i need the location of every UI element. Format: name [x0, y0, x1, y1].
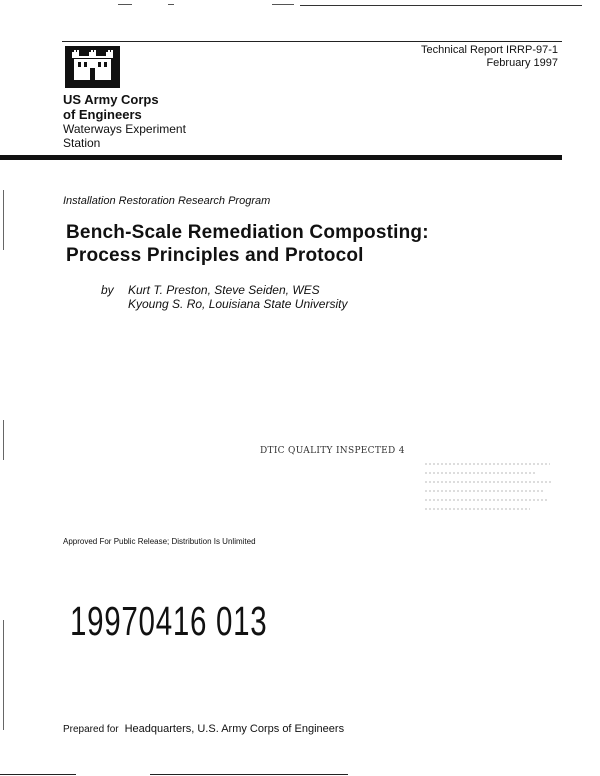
scan-mark — [118, 4, 132, 5]
org-name-line1: US Army Corps — [63, 92, 159, 107]
scan-edge — [3, 190, 4, 250]
corps-castle-logo-icon — [65, 46, 120, 88]
prepared-for — [63, 723, 344, 735]
dtic-quality-stamp: DTIC QUALITY INSPECTED 4 — [260, 446, 405, 456]
org-division-line1: Waterways Experiment — [63, 122, 186, 136]
authors-line1: Kurt T. Preston, Steve Seiden, WES — [128, 283, 320, 297]
distribution-statement: Approved For Public Release; Distribution Is Unlimited — [63, 537, 256, 546]
header-rule — [62, 41, 562, 42]
top-rule — [300, 5, 582, 6]
bottom-rule-left — [0, 774, 76, 775]
prepared-for-agency: Headquarters, U.S. Army Corps of Engineers — [124, 723, 345, 735]
report-title-line2: Process Principles and Protocol — [66, 245, 364, 266]
org-name-line2: of Engineers — [63, 107, 142, 122]
scan-mark — [272, 4, 294, 5]
org-division-line2: Station — [63, 136, 101, 150]
header-thick-rule — [0, 155, 562, 160]
report-title-line1: Bench-Scale Remediation Composting: — [66, 222, 429, 243]
scan-mark — [168, 4, 174, 5]
bottom-rule-right — [150, 774, 348, 775]
faded-stamp-block — [425, 460, 555, 515]
prepared-for-label: Prepared for — [63, 724, 119, 735]
accession-number: 19970416 013 — [70, 598, 268, 644]
program-name: Installation Restoration Research Program — [63, 195, 271, 207]
scan-edge — [3, 620, 4, 730]
author-prefix: by — [101, 283, 114, 297]
authors-line2: Kyoung S. Ro, Louisiana State University — [128, 297, 348, 311]
report-number: Technical Report IRRP-97-1 — [421, 44, 558, 56]
report-date: February 1997 — [486, 57, 558, 69]
scan-edge — [3, 420, 4, 460]
